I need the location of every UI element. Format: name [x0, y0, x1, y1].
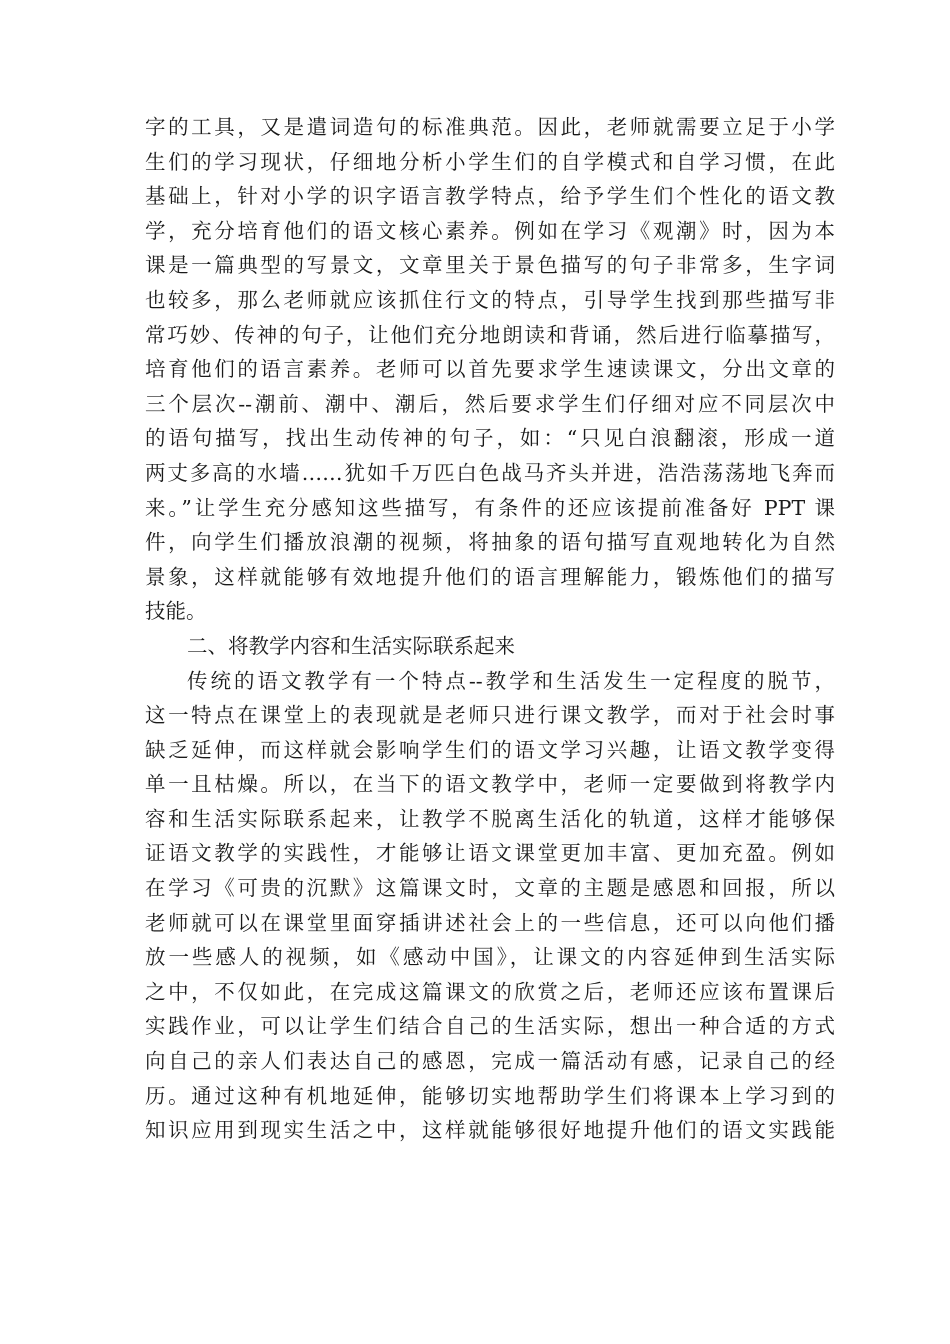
text-line: 在学习《可贵的沉默》这篇课文时，文章的主题是感恩和回报，所以: [145, 876, 835, 901]
text-line: 缺乏延伸，而这样就会影响学生们的语文学习兴趣，让语文教学变得: [145, 737, 835, 762]
text-line: 字的工具，又是遣词造句的标准典范。因此，老师就需要立足于小学: [145, 115, 835, 139]
text-line: 三个层次--潮前、潮中、潮后，然后要求学生们仔细对应不同层次中: [145, 391, 835, 416]
text-line: 之中，不仅如此，在完成这篇课文的欣赏之后，老师还应该布置课后: [145, 979, 835, 1004]
text-line: 实践作业，可以让学生们结合自己的生活实际，想出一种合适的方式: [145, 1014, 835, 1039]
text-line: 容和生活实际联系起来，让教学不脱离生活化的轨道，这样才能够保: [145, 806, 835, 831]
text-line: 也较多，那么老师就应该抓住行文的特点，引导学生找到那些描写非: [145, 287, 835, 312]
text-line: 生们的学习现状，仔细地分析小学生们的自学模式和自学习惯，在此: [145, 149, 835, 174]
text-line: 景象，这样就能够有效地提升他们的语言理解能力，锻炼他们的描写: [145, 564, 835, 589]
text-line: 课是一篇典型的写景文，文章里关于景色描写的句子非常多，生字词: [145, 253, 835, 278]
text-line: 培育他们的语言素养。老师可以首先要求学生速读课文，分出文章的: [145, 357, 835, 382]
text-line: 历。通过这种有机地延伸，能够切实地帮助学生们将课本上学习到的: [145, 1083, 835, 1108]
text-line: 的语句描写，找出生动传神的句子，如：“只见白浪翻滚，形成一道: [145, 426, 835, 451]
text-line: 常巧妙、传神的句子，让他们充分地朗读和背诵，然后进行临摹描写，: [145, 322, 835, 347]
body-text: [145, 110, 835, 1148]
text-line: 单一且枯燥。所以，在当下的语文教学中，老师一定要做到将教学内: [145, 772, 835, 797]
text-line: 两丈多高的水墙……犹如千万匹白色战马齐头并进，浩浩荡荡地飞奔而: [145, 460, 835, 485]
text-line: 学，充分培育他们的语文核心素养。例如在学习《观潮》时，因为本: [145, 218, 835, 243]
text-line: 证语文教学的实践性，才能够让语文课堂更加丰富、更加充盈。例如: [145, 841, 835, 866]
text-line: 来。”让学生充分感知这些描写，有条件的还应该提前准备好 PPT 课: [145, 495, 835, 520]
text-line: 传统的语文教学有一个特点--教学和生活发生一定程度的脱节，: [187, 668, 835, 693]
text-line: 基础上，针对小学的识字语言教学特点，给予学生们个性化的语文教: [145, 184, 835, 209]
text-line: 向自己的亲人们表达自己的感恩，完成一篇活动有感，记录自己的经: [145, 1049, 835, 1074]
text-line: 知识应用到现实生活之中，这样就能够很好地提升他们的语文实践能: [145, 1118, 835, 1143]
text-line: 这一特点在课堂上的表现就是老师只进行课文教学，而对于社会时事: [145, 703, 835, 728]
text-line: 件，向学生们播放浪潮的视频，将抽象的语句描写直观地转化为自然: [145, 530, 835, 555]
section-heading: 二、将教学内容和生活实际联系起来: [187, 633, 515, 658]
text-line: 技能。: [145, 599, 207, 624]
text-line: 老师就可以在课堂里面穿插讲述社会上的一些信息，还可以向他们播: [145, 910, 835, 935]
text-line: 放一些感人的视频，如《感动中国》，让课文的内容延伸到生活实际: [145, 945, 835, 970]
